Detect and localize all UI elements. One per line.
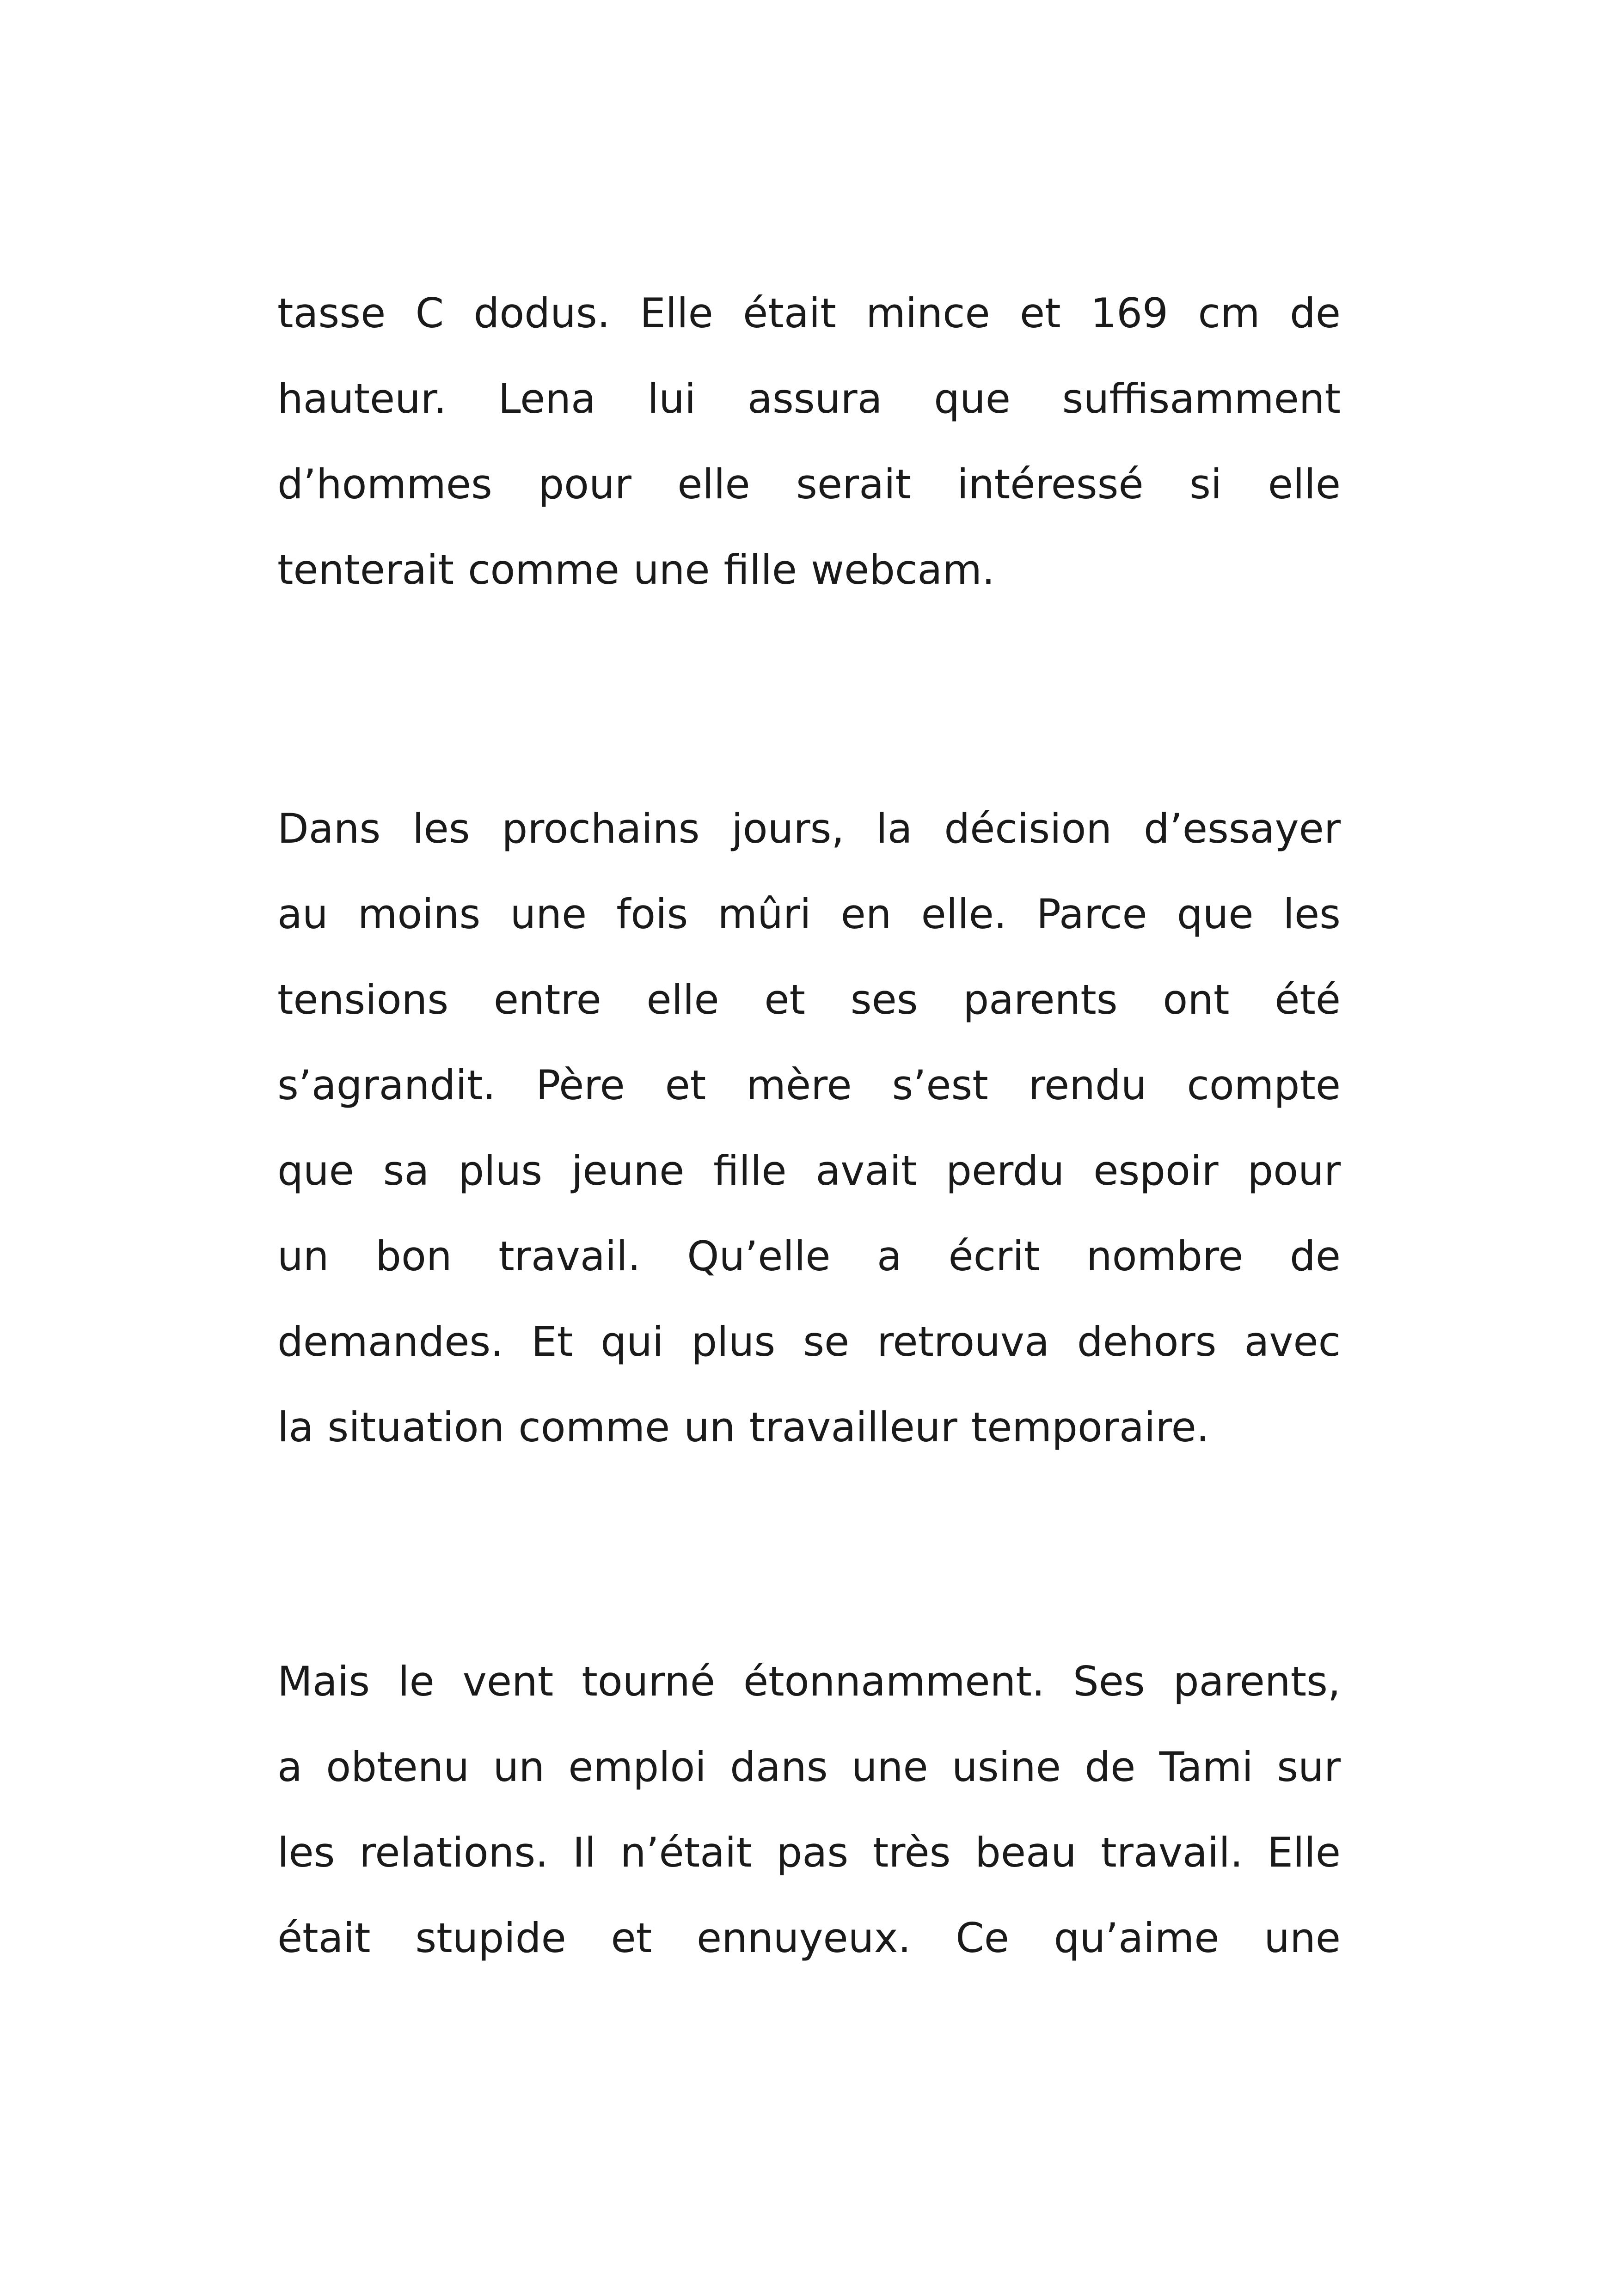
text-line: un bon travail. Qu’elle a écrit nombre de xyxy=(277,1232,1341,1280)
text-line: tenterait comme une fille webcam. xyxy=(277,546,995,594)
text-line: tensions entre elle et ses parents ont été xyxy=(277,976,1341,1023)
paragraph-3 xyxy=(277,1639,1341,1981)
text-line: était stupide et ennuyeux. Ce qu’aime une xyxy=(277,1914,1341,1962)
text-line: tasse C dodus. Elle était mince et 169 cm de xyxy=(277,289,1341,337)
text-line: Mais le vent tourné étonnamment. Ses parents, xyxy=(277,1658,1341,1705)
text-line: a obtenu un emploi dans une usine de Tami sur xyxy=(277,1743,1341,1791)
text-line: la situation comme un travailleur temporaire. xyxy=(277,1403,1209,1451)
paragraph-2 xyxy=(277,786,1341,1470)
text-line: s’agrandit. Père et mère s’est rendu compte xyxy=(277,1061,1341,1109)
text-line: Dans les prochains jours, la décision d’essayer xyxy=(277,805,1341,852)
text-line: d’hommes pour elle serait intéressé si elle xyxy=(277,460,1341,508)
text-line: hauteur. Lena lui assura que suffisamment xyxy=(277,375,1341,422)
text-line: au moins une fois mûri en elle. Parce que les xyxy=(277,890,1341,938)
paragraph-1 xyxy=(277,270,1341,612)
text-line: demandes. Et qui plus se retrouva dehors avec xyxy=(277,1318,1341,1365)
text-line: que sa plus jeune fille avait perdu espoir pour xyxy=(277,1147,1341,1194)
text-line: les relations. Il n’était pas très beau travail. Elle xyxy=(277,1829,1341,1876)
